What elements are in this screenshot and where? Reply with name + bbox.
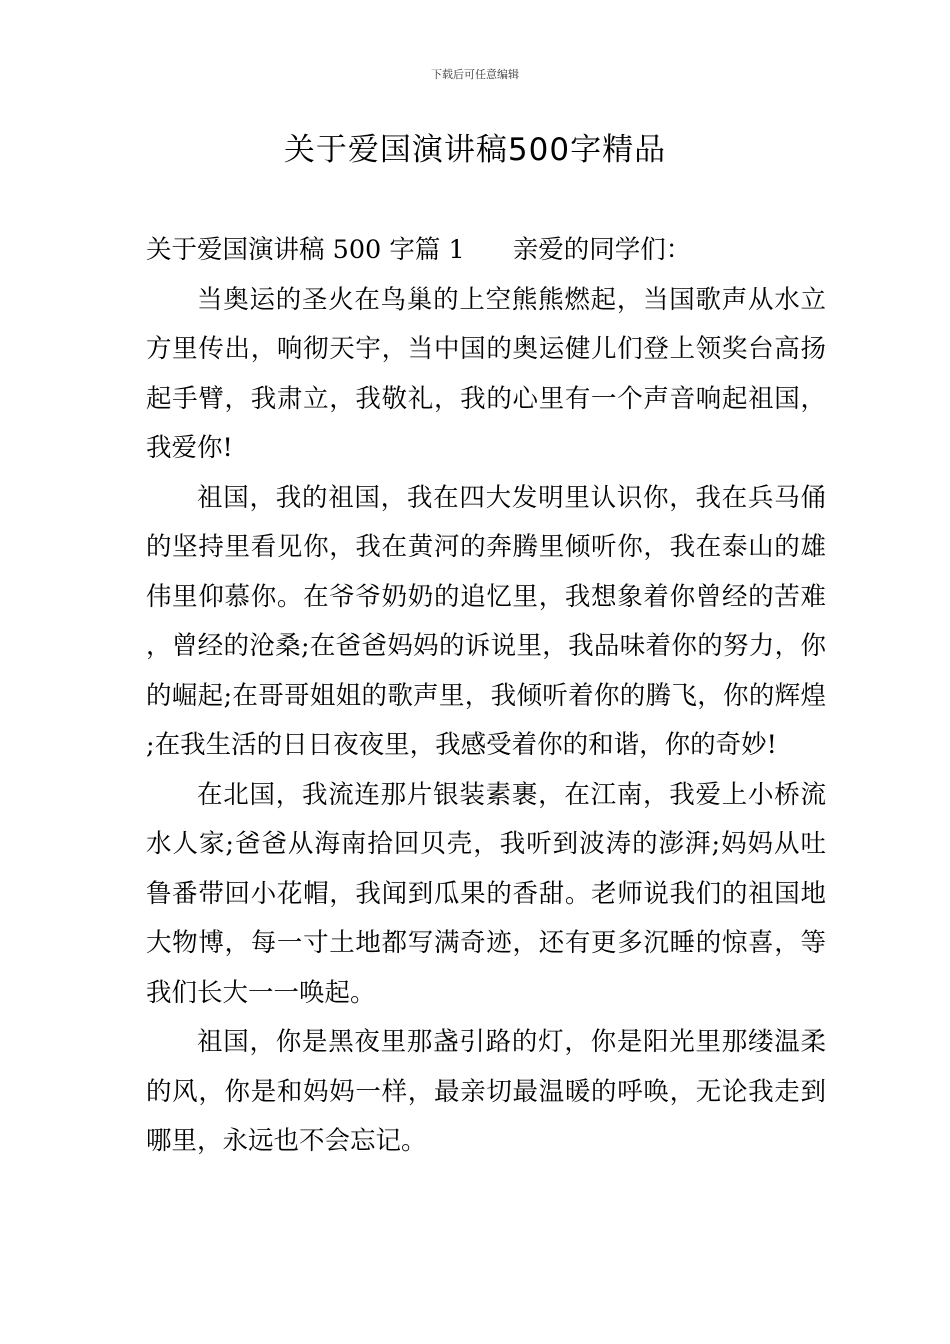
page-title: 关于爱国演讲稿500字精品 <box>283 132 667 168</box>
header-note: 下载后可任意编辑 <box>431 68 519 81</box>
section-heading-line <box>146 226 826 276</box>
greeting: 亲爱的同学们： <box>512 235 692 265</box>
paragraph-3: 在北国，我流连那片银装素裹，在江南，我爱上小桥流水人家;爸爸从海南拾回贝壳，我听到波涛的澎湃;妈妈从吐鲁番带回小花帽，我闻到瓜果的香甜。老师说我们的祖国地大物博，每一寸土地都写满奇迹，还有更多沉睡的惊喜，等我们长大一一唤起。 <box>146 779 826 1008</box>
paragraph-4: 祖国，你是黑夜里那盏引路的灯，你是阳光里那缕温柔的风，你是和妈妈一样，最亲切最温暖的呼唤，无论我走到哪里，永远也不会忘记。 <box>146 1027 826 1156</box>
paragraph-1: 当奥运的圣火在鸟巢的上空熊熊燃起，当国歌声从水立方里传出，响彻天宇，当中国的奥运健儿们登上领奖台高扬起手臂，我肃立，我敬礼，我的心里有一个声音响起祖国，我爱你! <box>146 284 826 463</box>
paragraph-2: 祖国，我的祖国，我在四大发明里认识你，我在兵马俑的坚持里看见你，我在黄河的奔腾里倾听你，我在泰山的雄伟里仰慕你。在爷爷奶奶的追忆里，我想象着你曾经的苦难，曾经的沧桑;在爸爸妈妈的诉说里，我品味着你的努力，你的崛起;在哥哥姐姐的歌声里，我倾听着你的腾飞，你的辉煌;在我生活的日日夜夜里，我感受着你的和谐，你的奇妙! <box>146 482 826 760</box>
section-heading: 关于爱国演讲稿 500 字篇 1 <box>146 235 465 265</box>
document-body <box>146 226 826 1167</box>
